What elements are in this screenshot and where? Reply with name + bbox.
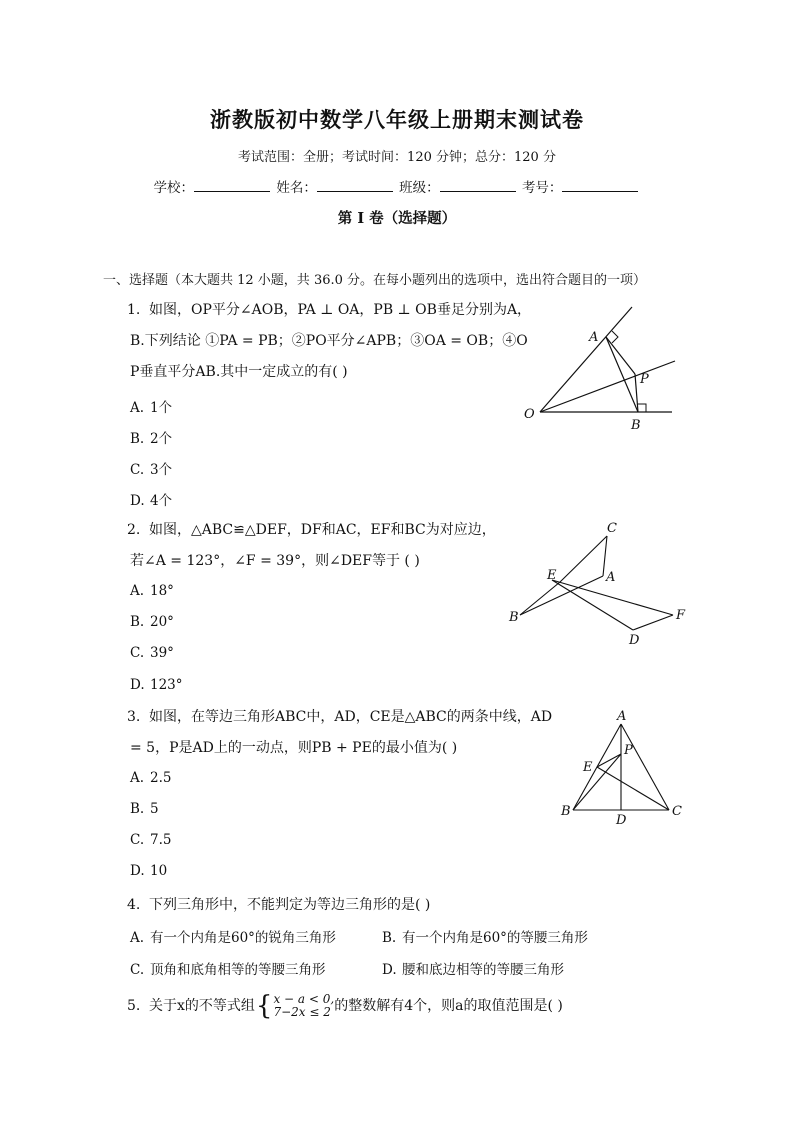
page-title: 浙教版初中数学八年级上册期末测试卷 xyxy=(210,107,584,132)
exam-info: 考试范围：全册；考试时间：120 分钟；总分：120 分 xyxy=(238,150,556,165)
side-ac xyxy=(621,724,669,810)
question-1-option-c[interactable]: C. 3个 xyxy=(130,462,173,478)
section-heading: 一、选择题（本大题共 12 小题，共 36.0 分。在每小题列出的选项中，选出符合题目的一项） xyxy=(103,273,647,288)
label-d: D xyxy=(629,633,640,648)
question-2-figure xyxy=(505,520,690,650)
question-3-option-c[interactable]: C. 7.5 xyxy=(130,832,172,848)
segment-pa xyxy=(606,337,635,374)
label-a: A xyxy=(589,330,599,345)
question-2-line-2: 若∠A = 123°，∠F = 39°，则∠DEF等于 ( ) xyxy=(130,553,420,569)
class-label: 班级： xyxy=(399,180,440,196)
part-title: 第 I 卷（选择题） xyxy=(337,210,457,227)
question-4-option-c[interactable]: C. 顶角和底角相等的等腰三角形 xyxy=(130,962,326,978)
question-number: 3. xyxy=(127,709,141,725)
student-info-fields xyxy=(0,176,794,196)
question-2-option-a[interactable]: A. 18° xyxy=(130,583,174,599)
label-f: F xyxy=(676,608,686,623)
label-d: D xyxy=(616,813,627,828)
label-b: B xyxy=(509,610,519,625)
right-angle-mark-a xyxy=(612,331,618,343)
question-2-option-b[interactable]: B. 20° xyxy=(130,614,174,630)
question-4-option-d[interactable]: D. 腰和底边相等的等腰三角形 xyxy=(382,962,564,978)
question-3-line-2: = 5，P是AD上的一动点，则PB + PE的最小值为( ) xyxy=(130,740,458,756)
question-1-option-a[interactable]: A. 1个 xyxy=(130,400,173,416)
question-2-option-d[interactable]: D. 123° xyxy=(130,677,183,693)
question-number: 2. xyxy=(127,522,141,538)
class-field[interactable] xyxy=(440,179,516,192)
question-3-option-b[interactable]: B. 5 xyxy=(130,801,159,817)
segment-ba xyxy=(520,576,603,615)
label-p: P xyxy=(640,372,649,387)
label-b: B xyxy=(561,804,571,819)
brace-icon: { xyxy=(255,991,273,1021)
question-2-option-c[interactable]: C. 39° xyxy=(130,645,174,661)
segment-cb-1 xyxy=(560,536,607,582)
inequality-system: x − a < 0, 7−2x ≤ 2 xyxy=(273,992,335,1019)
question-2-line-1: 2. 如图，△ABC≌△DEF，DF和AC，EF和BC为对应边， xyxy=(127,522,496,538)
label-a: A xyxy=(617,709,627,724)
name-label: 姓名： xyxy=(276,180,317,196)
label-c: C xyxy=(672,804,682,819)
question-1-line-2: B.下列结论 ①PA = PB；②PO平分∠APB；③OA = OB；④O xyxy=(130,333,528,349)
question-1-figure xyxy=(520,305,680,435)
label-e: E xyxy=(547,568,557,583)
id-field[interactable] xyxy=(562,179,638,192)
label-c: C xyxy=(607,521,617,536)
label-e: E xyxy=(583,760,593,775)
question-5-line-1: 5. 关于x的不等式组 { x − a < 0, 7−2x ≤ 2 的整数解有4个，则a的取值范围是( ) xyxy=(127,991,563,1021)
segment-ed xyxy=(552,580,633,630)
question-3-line-1: 3. 如图，在等边三角形ABC中，AD，CE是△ABC的两条中线，AD xyxy=(127,709,553,725)
question-number: 1. xyxy=(127,302,141,318)
ray-oa xyxy=(540,307,632,412)
segment-df xyxy=(633,615,673,630)
question-1-line-3: P垂直平分AB.其中一定成立的有( ) xyxy=(130,364,348,380)
question-3-option-a[interactable]: A. 2.5 xyxy=(130,770,172,786)
right-angle-mark-b xyxy=(638,404,646,412)
label-o: O xyxy=(524,407,535,422)
question-1-option-b[interactable]: B. 2个 xyxy=(130,431,173,447)
question-number: 4. xyxy=(127,897,141,913)
question-4-option-a[interactable]: A. 有一个内角是60°的锐角三角形 xyxy=(130,930,336,946)
question-number: 5. xyxy=(127,998,141,1014)
label-p: P xyxy=(624,743,633,758)
question-3-option-d[interactable]: D. 10 xyxy=(130,863,168,879)
segment-ab xyxy=(606,337,638,412)
school-label: 学校： xyxy=(153,180,195,196)
label-a: A xyxy=(606,570,616,585)
ray-op xyxy=(540,361,675,412)
question-1-line-1: 1. 如图，OP平分∠AOB，PA ⊥ OA，PB ⊥ OB垂足分别为A， xyxy=(127,302,532,318)
question-4-option-b[interactable]: B. 有一个内角是60°的等腰三角形 xyxy=(382,930,588,946)
school-field[interactable] xyxy=(194,179,270,192)
name-field[interactable] xyxy=(317,179,393,192)
id-label: 考号： xyxy=(521,180,563,196)
question-1-option-d[interactable]: D. 4个 xyxy=(130,493,173,509)
segment-pb xyxy=(573,754,621,810)
segment-ef xyxy=(552,580,673,615)
question-3-figure xyxy=(555,708,690,828)
question-4-line-1: 4. 下列三角形中，不能判定为等边三角形的是( ) xyxy=(127,897,431,913)
label-b: B xyxy=(631,418,641,433)
median-ce xyxy=(597,767,669,810)
